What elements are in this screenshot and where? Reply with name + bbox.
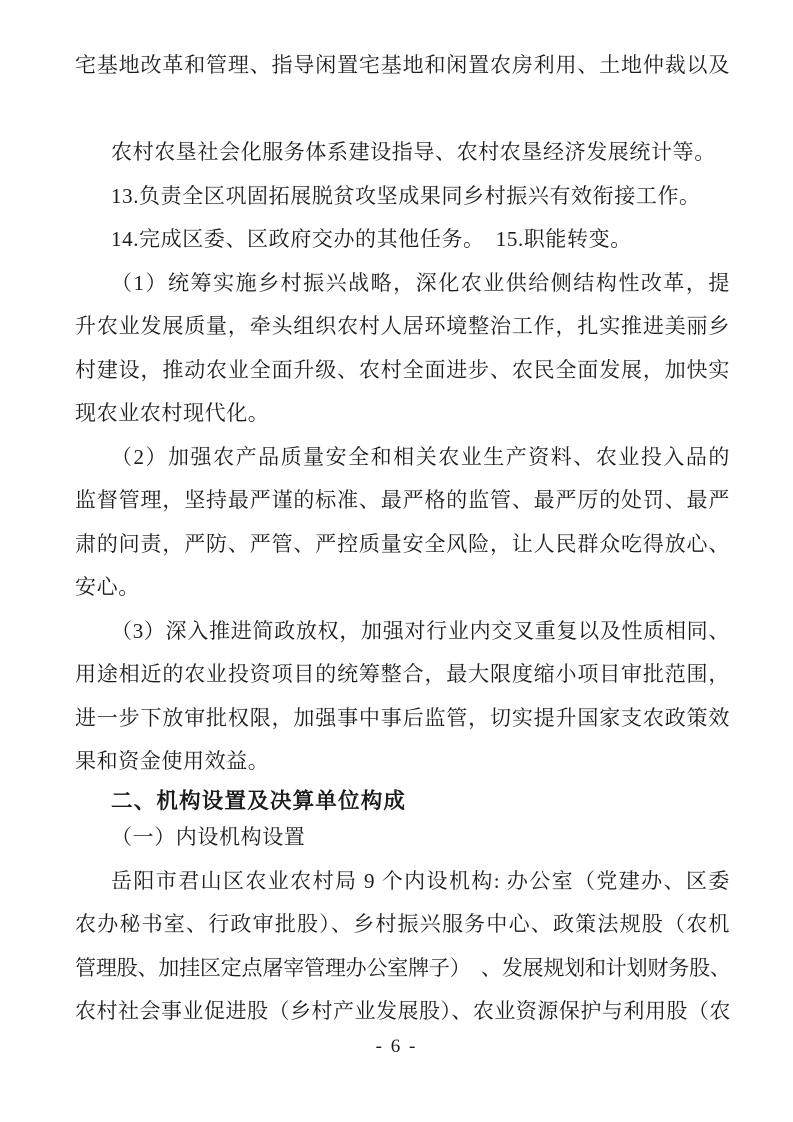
text-line: 进一步下放审批权限，加强事中事后监管，切实提升国家支农政策效 [75, 705, 730, 730]
text-line: 农村社会事业促进股（乡村产业发展股）、农业资源保护与利用股（农 [75, 999, 730, 1023]
text-line: 用途相近的农业投资项目的统筹整合，最大限度缩小项目审批范围， [75, 662, 730, 686]
text-line: 安心。 [75, 575, 140, 599]
text-line: 村建设，推动农业全面升级、农村全面进步、农民全面发展，加快实 [75, 357, 730, 382]
document-body [75, 44, 730, 1034]
text-line: 现农业农村现代化。 [75, 401, 270, 425]
text-line: 农办秘书室、行政审批股）、乡村振兴服务中心、政策法规股（农机 [75, 912, 730, 936]
section-heading: 二、机构设置及决算单位构成 [111, 789, 407, 814]
text-line: 果和资金使用效益。 [75, 749, 270, 773]
text-line: 管理股、加挂区定点屠宰管理办公室牌子） 、发展规划和计划财务股、 [75, 955, 730, 980]
text-line: 监督管理，坚持最严谨的标准、最严格的监管、最严厉的处罚、最严 [75, 488, 730, 512]
page-number-footer: - 6 - [375, 1036, 418, 1057]
subsection-heading: （一）内设机构设置 [111, 825, 306, 849]
text-line: 13.负责全区巩固拓展脱贫攻坚成果同乡村振兴有效衔接工作。 [111, 183, 701, 208]
text-line: （1）统筹实施乡村振兴战略，深化农业供给侧结构性改革，提 [111, 270, 730, 295]
text-line: （2）加强农产品质量安全和相关农业生产资料、农业投入品的 [111, 444, 730, 469]
text-line: 14.完成区委、区政府交办的其他任务。 15.职能转变。 [111, 227, 632, 251]
text-line: 肃的问责，严防、严管、严控质量安全风险，让人民群众吃得放心、 [75, 531, 730, 556]
text-line: 宅基地改革和管理、指导闲置宅基地和闲置农房利用、土地仲裁以及 [75, 53, 730, 77]
text-line: 升农业发展质量，牵头组织农村人居环境整治工作，扎实推进美丽乡 [75, 314, 730, 338]
text-line: 岳阳市君山区农业农村局 9 个内设机构: 办公室（党建办、区委 [111, 868, 730, 893]
text-line: 农村农垦社会化服务体系建设指导、农村农垦经济发展统计等。 [111, 140, 716, 164]
text-line: （3）深入推进简政放权，加强对行业内交叉重复以及性质相同、 [111, 618, 730, 643]
